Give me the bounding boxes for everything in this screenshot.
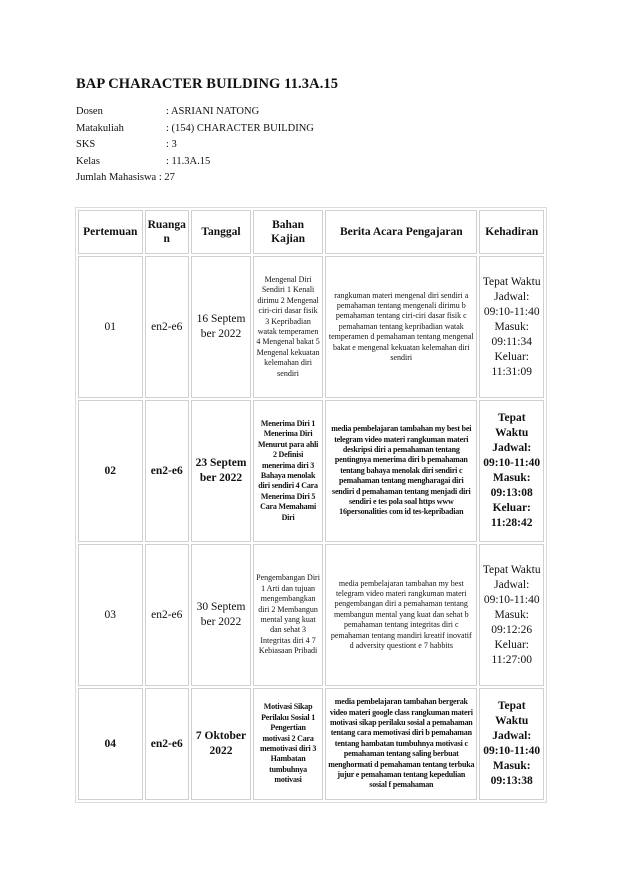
meeting-number: 03 — [78, 544, 143, 686]
meta-dosen — [76, 104, 314, 121]
date: 30 September 2022 — [191, 544, 251, 686]
document-title: BAP CHARACTER BUILDING 11.3A.15 — [76, 76, 339, 92]
bap-table — [75, 207, 547, 803]
table-row — [78, 400, 544, 542]
meeting-number: 01 — [78, 256, 143, 398]
attendance: Tepat Waktu Jadwal: 09:10-11:40 Masuk: 09:13:38 — [479, 688, 544, 800]
header-tanggal: Tanggal — [191, 210, 251, 254]
attendance: Tepat Waktu Jadwal: 09:10-11:40 Masuk: 09:13:08 Keluar: 11:28:42 — [479, 400, 544, 542]
room: en2-e6 — [145, 544, 189, 686]
meta-matakuliah — [76, 121, 314, 138]
date: 23 September 2022 — [191, 400, 251, 542]
teaching-report: media pembelajaran tambahan bergerak video materi google class rangkuman materi motivasi sikap perilaku sosial a pemahaman tentang cara memotivasi diri b pemahaman tentang hambatan tumbuhnya motivasi c pemahaman tentang saling berbuat menghormati d pemahaman tentang terbuka jujur e pemahaman tentang kepedulian sosial f pemahaman — [325, 688, 477, 800]
table-row — [78, 544, 544, 686]
meta-sks — [76, 137, 314, 154]
meta-label: Dosen — [76, 106, 103, 117]
table-header-row — [78, 210, 544, 254]
room: en2-e6 — [145, 400, 189, 542]
date: 7 Oktober 2022 — [191, 688, 251, 800]
meta-value: : 11.3A.15 — [166, 155, 211, 167]
teaching-report: media pembelajaran tambahan my best telegram video materi rangkuman materi pengembangan diri a pemahaman tentang membangun mental yang kuat dan sehat b pemahaman tentang integritas diri c pemahaman tentang mandiri kreatif inovatif d adversity questiont e 7 habbits — [325, 544, 477, 686]
meta-jumlah-mahasiswa — [76, 170, 314, 187]
material: Pengembangan Diri 1 Arti dan tujuan mengembangkan diri 2 Membangun mental yang kuat dan sehat 3 Integritas diri 4 7 Kebiasaan Pribadi — [253, 544, 323, 686]
meta-label: Matakuliah — [76, 122, 124, 134]
material: Motivasi Sikap Perilaku Sosial 1 Pengertian motivasi 2 Cara memotivasi diri 3 Hambatan tumbuhnya motivasi — [253, 688, 323, 800]
student-count: Jumlah Mahasiswa : 27 — [76, 172, 175, 184]
meta-label: SKS — [76, 139, 96, 151]
course-info — [76, 104, 314, 187]
meta-kelas — [76, 154, 314, 171]
header-bahan-kajian: Bahan Kajian — [253, 210, 323, 254]
material: Menerima Diri 1 Menerima Diri Menurut para ahli 2 Definisi menerima diri 3 Bahaya menolak diri sendiri 4 Cara Menerima Diri 5 Cara Memahami Diri — [253, 400, 323, 542]
attendance: Tepat Waktu Jadwal: 09:10-11:40 Masuk: 09:11:34 Keluar: 11:31:09 — [479, 256, 544, 398]
room: en2-e6 — [145, 256, 189, 398]
header-pertemuan: Pertemuan — [78, 210, 143, 254]
meta-label: Kelas — [76, 155, 100, 167]
date: 16 September 2022 — [191, 256, 251, 398]
attendance: Tepat Waktu Jadwal: 09:10-11:40 Masuk: 09:12:26 Keluar: 11:27:00 — [479, 544, 544, 686]
table-row — [78, 256, 544, 398]
meta-value: : 3 — [166, 139, 177, 151]
room: en2-e6 — [145, 688, 189, 800]
header-kehadiran: Kehadiran — [479, 210, 544, 254]
header-ruangan: Ruangan — [145, 210, 189, 254]
material: Mengenal Diri Sendiri 1 Kenali dirimu 2 Mengenal ciri-ciri dasar fisik 3 Kepribadian watak temperamen 4 Mengenal bakat 5 Mengenal kekuatan kelemahan diri sendiri — [253, 256, 323, 398]
meta-value: : (154) CHARACTER BUILDING — [166, 122, 314, 134]
teaching-report: rangkuman materi mengenal diri sendiri a pemahaman tentang mengenali dirimu b pemahaman tentang ciri-ciri dasar fisik c pemahaman tentang kepribadian watak temperamen d pemahaman tentang mengenal bakat e mengenal kekuatan kelemahan diri sendiri — [325, 256, 477, 398]
meeting-number: 02 — [78, 400, 143, 542]
table-row — [78, 688, 544, 800]
header-berita-acara: Berita Acara Pengajaran — [325, 210, 477, 254]
teaching-report: media pembelajaran tambahan my best bei telegram video materi rangkuman materi deskripsi diri a pemahaman tentang pentingnya menerima diri b pemahaman tentang bahaya menolak diri sendiri c pemahaman tentang mengharagai diri sendiri d pemahaman tentang menjadi diri sendiri e tes pola soal https www 16personalities com id tes-kepribadian — [325, 400, 477, 542]
meeting-number: 04 — [78, 688, 143, 800]
meta-value: : ASRIANI NATONG — [166, 106, 260, 117]
